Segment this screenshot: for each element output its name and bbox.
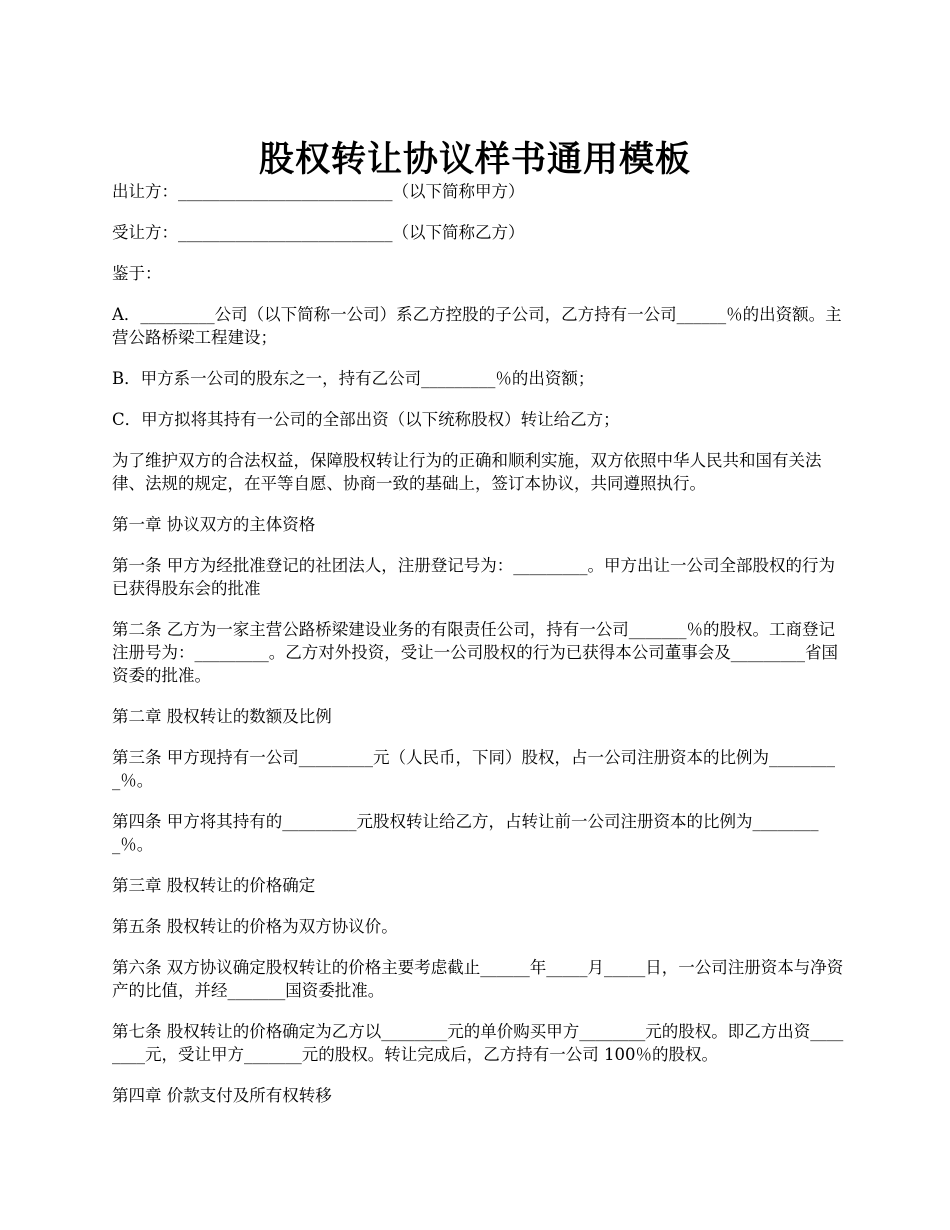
article-7: 第七条 股权转让的价格确定为乙方以________元的单价购买甲方________元的股权。即乙方出资________元，受让甲方_______元的股权。转让完成后，乙方持有一公司 100％的股权。 bbox=[112, 1022, 844, 1064]
article-2: 第二条 乙方为一家主营公路桥梁建设业务的有限责任公司，持有一公司_______％的股权。工商登记注册号为：_________。乙方对外投资，受让一公司股权的行为已获得本公司董事会及_________省国资委的批准。 bbox=[112, 620, 838, 685]
article-4: 第四条 甲方将其持有的_________元股权转让给乙方，占转让前一公司注册资本的比例为_________％。 bbox=[112, 812, 819, 854]
preamble-paragraph: 为了维护双方的合法权益，保障股权转让行为的正确和顺利实施，双方依照中华人民共和国有关法律、法规的规定，在平等自愿、协商一致的基础上，签订本协议，共同遵照执行。 bbox=[112, 451, 822, 493]
article-3: 第三条 甲方现持有一公司_________元（人民币，下同）股权，占一公司注册资本的比例为_________％。 bbox=[112, 748, 835, 790]
document-body bbox=[112, 180, 847, 1125]
chapter-2-heading: 第二章 股权转让的数额及比例 bbox=[112, 707, 332, 726]
article-1: 第一条 甲方为经批准登记的社团法人，注册登记号为：_________。甲方出让一公司全部股权的行为已获得股东会的批准 bbox=[112, 556, 835, 598]
whereas-clause-c: C．甲方拟将其持有一公司的全部出资（以下统称股权）转让给乙方； bbox=[112, 410, 620, 429]
party-transferor: 出让方：__________________________（以下简称甲方） bbox=[112, 182, 525, 201]
document-title: 股权转让协议样书通用模板 bbox=[258, 139, 691, 181]
whereas-clause-b: B．甲方系一公司的股东之一，持有乙公司_________％的出资额； bbox=[112, 369, 595, 388]
article-5: 第五条 股权转让的价格为双方协议价。 bbox=[112, 917, 398, 936]
chapter-1-heading: 第一章 协议双方的主体资格 bbox=[112, 515, 316, 534]
chapter-4-heading: 第四章 价款支付及所有权转移 bbox=[112, 1086, 332, 1105]
whereas-heading: 鉴于： bbox=[112, 264, 162, 283]
article-6: 第六条 双方协议确定股权转让的价格主要考虑截止______年_____月_____日，一公司注册资本与净资产的比值，并经_______国资委批准。 bbox=[112, 958, 844, 1000]
party-transferee: 受让方：__________________________（以下简称乙方） bbox=[112, 223, 525, 242]
chapter-3-heading: 第三章 股权转让的价格确定 bbox=[112, 876, 316, 895]
whereas-clause-a: A．_________公司（以下简称一公司）系乙方控股的子公司，乙方持有一公司______％的出资额。主营公路桥梁工程建设； bbox=[112, 305, 842, 347]
